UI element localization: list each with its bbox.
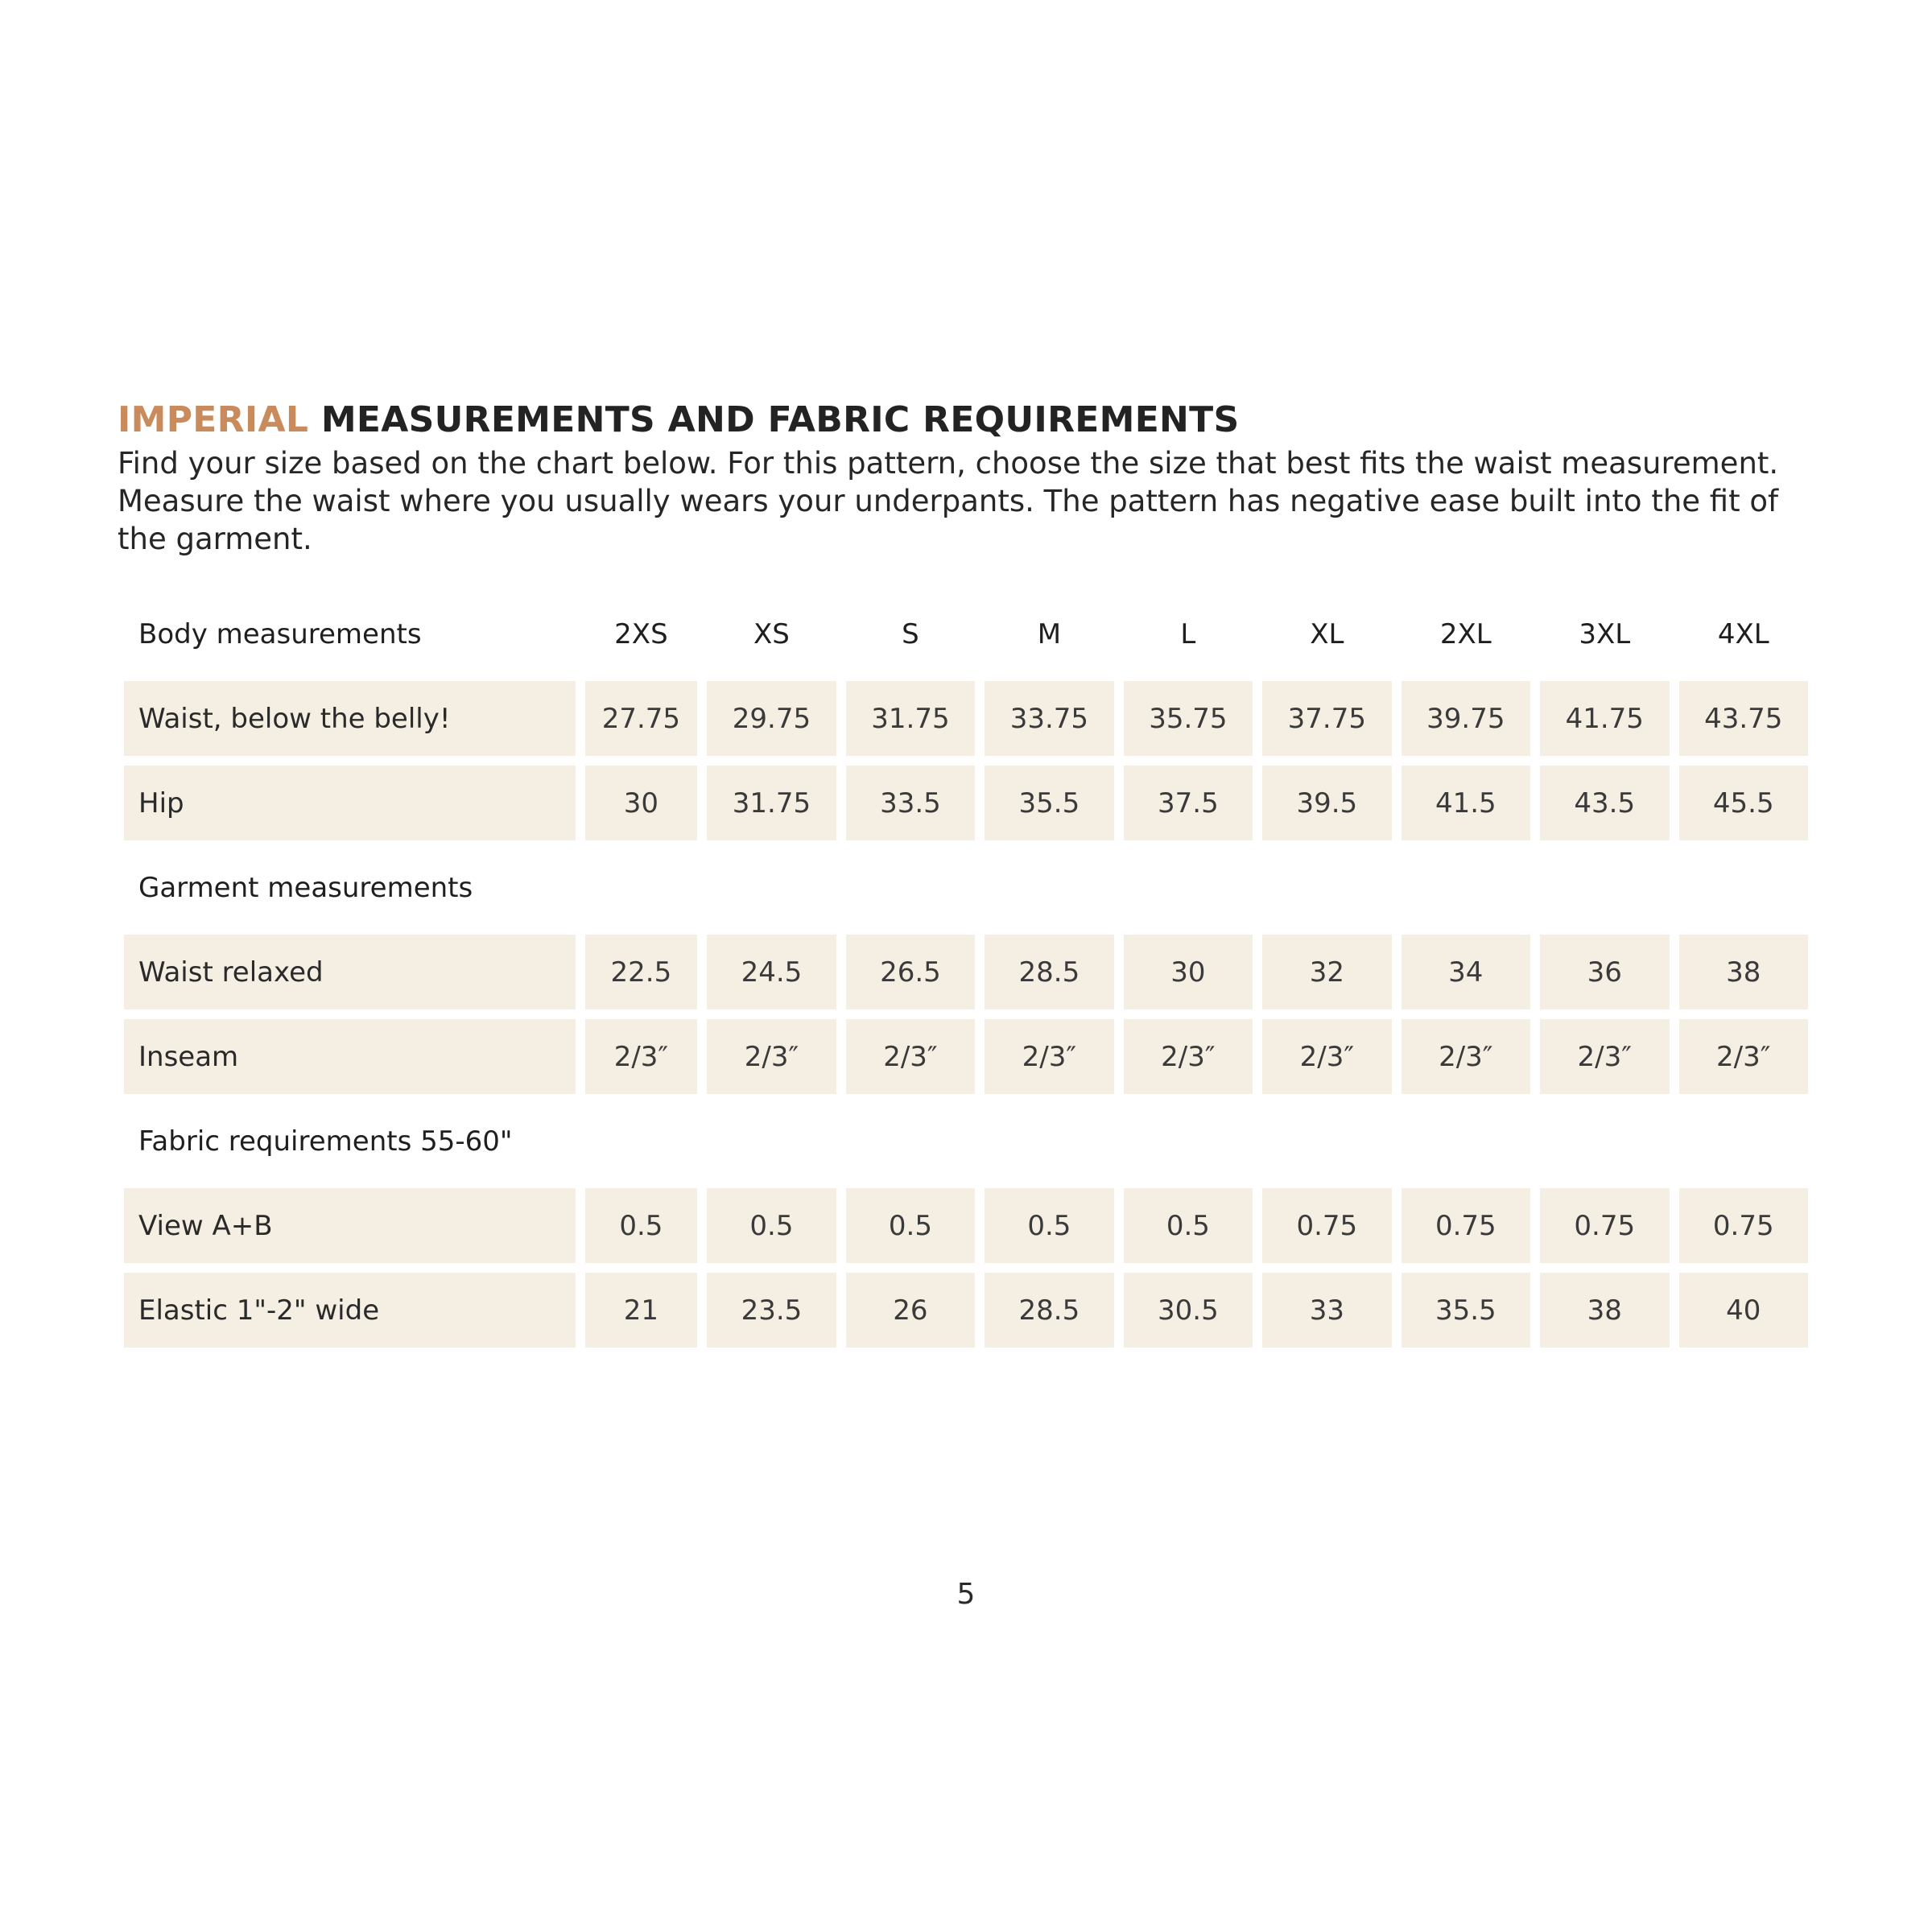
table-cell: 26.5 [846, 935, 975, 1009]
table-cell: 35.5 [985, 766, 1113, 840]
title-rest: MEASUREMENTS AND FABRIC REQUIREMENTS [308, 399, 1240, 440]
size-header: XS [753, 617, 790, 650]
table-cell: 32 [1262, 935, 1391, 1009]
table-cell: 2/3″ [846, 1019, 975, 1094]
section-header-row [124, 1104, 1808, 1179]
size-header: 2XS [614, 617, 668, 650]
table-cell: 39.75 [1402, 681, 1530, 756]
table-cell: 0.75 [1679, 1188, 1809, 1263]
table-cell: 43.75 [1679, 681, 1809, 756]
table-cell: 0.5 [1124, 1188, 1253, 1263]
section-title: Fabric requirements 55-60" [138, 1125, 513, 1158]
page-number: 5 [956, 1578, 976, 1611]
row-label: Waist relaxed [124, 935, 576, 1009]
table-cell: 40 [1679, 1273, 1809, 1348]
page-intro: Find your size based on the chart below. For this pattern, choose the size that best fits the waist measurement. Measure the waist where you usually wears your underpants. The pattern has negative ease built into the fit of the garment. [118, 446, 1779, 556]
size-header: L [1180, 617, 1196, 650]
table-cell: 0.5 [707, 1188, 836, 1263]
size-chart [124, 597, 1808, 1348]
table-cell: 37.75 [1262, 681, 1391, 756]
table-cell: 41.5 [1402, 766, 1530, 840]
table-cell: 38 [1540, 1273, 1669, 1348]
table-cell: 24.5 [707, 935, 836, 1009]
table-cell: 21 [585, 1273, 698, 1348]
page-header [118, 398, 1832, 558]
size-header: 4XL [1717, 617, 1769, 650]
table-cell: 33.75 [985, 681, 1113, 756]
table-cell: 0.5 [846, 1188, 975, 1263]
table-row [124, 1019, 1808, 1094]
table-cell: 30 [585, 766, 698, 840]
size-header: 2XL [1439, 617, 1492, 650]
table-cell: 36 [1540, 935, 1669, 1009]
table-row [124, 681, 1808, 756]
table-cell: 35.75 [1124, 681, 1253, 756]
page-title [118, 398, 1832, 443]
row-label: View A+B [124, 1188, 576, 1263]
table-row [124, 1273, 1808, 1348]
table-cell: 38 [1679, 935, 1809, 1009]
table-cell: 37.5 [1124, 766, 1253, 840]
table-row [124, 766, 1808, 840]
table-cell: 34 [1402, 935, 1530, 1009]
table-cell: 2/3″ [1262, 1019, 1391, 1094]
table-cell: 27.75 [585, 681, 698, 756]
size-header: M [1037, 617, 1062, 650]
table-cell: 2/3″ [585, 1019, 698, 1094]
table-cell: 0.75 [1402, 1188, 1530, 1263]
row-label: Waist, below the belly! [124, 681, 576, 756]
table-cell: 30.5 [1124, 1273, 1253, 1348]
table-cell: 0.5 [585, 1188, 698, 1263]
table-cell: 33 [1262, 1273, 1391, 1348]
title-accent: IMPERIAL [118, 399, 309, 440]
table-cell: 2/3″ [985, 1019, 1113, 1094]
size-header: 3XL [1579, 617, 1631, 650]
size-header: XL [1310, 617, 1344, 650]
table-cell: 43.5 [1540, 766, 1669, 840]
table-row [124, 935, 1808, 1009]
table-cell: 2/3″ [1402, 1019, 1530, 1094]
table-cell: 28.5 [985, 935, 1113, 1009]
table-cell: 39.5 [1262, 766, 1391, 840]
header-label: Body measurements [138, 617, 422, 650]
table-cell: 31.75 [846, 681, 975, 756]
size-header: S [902, 617, 919, 650]
table-cell: 45.5 [1679, 766, 1809, 840]
row-label: Elastic 1"-2" wide [124, 1273, 576, 1348]
table-cell: 31.75 [707, 766, 836, 840]
table-cell: 0.5 [985, 1188, 1113, 1263]
table-cell: 2/3″ [1679, 1019, 1809, 1094]
table-cell: 22.5 [585, 935, 698, 1009]
table-body [124, 597, 1808, 1348]
table-cell: 2/3″ [1124, 1019, 1253, 1094]
table-cell: 41.75 [1540, 681, 1669, 756]
table-cell: 29.75 [707, 681, 836, 756]
table-cell: 26 [846, 1273, 975, 1348]
table-cell: 2/3″ [1540, 1019, 1669, 1094]
table-cell: 2/3″ [707, 1019, 836, 1094]
table-cell: 0.75 [1540, 1188, 1669, 1263]
table-cell: 0.75 [1262, 1188, 1391, 1263]
table-cell: 23.5 [707, 1273, 836, 1348]
table-header-row [124, 597, 1808, 671]
section-header-row [124, 850, 1808, 925]
table-cell: 30 [1124, 935, 1253, 1009]
table-cell: 35.5 [1402, 1273, 1530, 1348]
table-cell: 28.5 [985, 1273, 1113, 1348]
row-label: Inseam [124, 1019, 576, 1094]
size-table [114, 587, 1818, 1357]
table-row [124, 1188, 1808, 1263]
row-label: Hip [124, 766, 576, 840]
table-cell: 33.5 [846, 766, 975, 840]
section-title: Garment measurements [138, 871, 473, 904]
